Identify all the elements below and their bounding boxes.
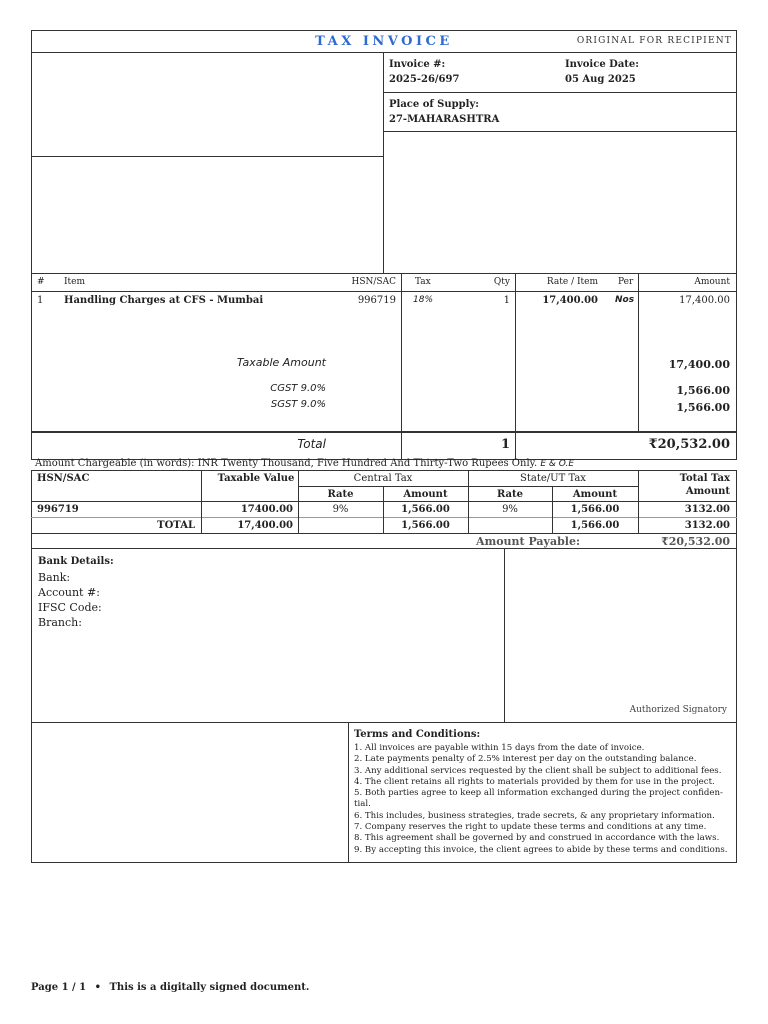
authorized-signatory: Authorized Signatory — [629, 705, 727, 715]
tax-header-taxable: Taxable Value — [217, 473, 295, 484]
tax-header-total: Total Tax — [679, 473, 730, 484]
item-row-num: 1 — [37, 295, 44, 306]
copy-label: ORIGINAL FOR RECIPIENT — [576, 36, 732, 46]
tax-header-state: State/UT Tax — [520, 473, 586, 484]
item-row-hsn: 996719 — [357, 295, 396, 306]
invoice-date-label: Invoice Date: — [565, 59, 639, 70]
terms-item: 4. The client retains all rights to materials provided by them for use in the project. — [354, 776, 715, 787]
tax-header-s-amount: Amount — [572, 489, 618, 500]
col-header-amount: Amount — [694, 277, 730, 287]
tax-header-s-rate: Rate — [496, 489, 523, 500]
tax-header-hsn: HSN/SAC — [37, 473, 90, 484]
tax-row-c-amount: 1,566.00 — [401, 504, 450, 515]
place-of-supply: 27-MAHARASHTRA — [389, 114, 500, 125]
amount-in-words — [35, 458, 735, 469]
terms-list — [354, 743, 734, 856]
invoice-date: 05 Aug 2025 — [565, 74, 636, 85]
invoice-title: TAX INVOICE — [315, 34, 453, 49]
bank-ifsc-label: IFSC Code: — [38, 601, 102, 614]
terms-item: tial. — [354, 799, 371, 810]
tax-row-taxable: 17400.00 — [240, 504, 293, 515]
items-total-divider — [31, 431, 737, 433]
sgst-value: 1,566.00 — [676, 401, 730, 414]
item-row-qty: 1 — [503, 295, 510, 306]
terms-item: 8. This agreement shall be governed by and construed in accordance with the laws. — [354, 833, 720, 844]
tax-header-c-amount: Amount — [403, 489, 448, 500]
digital-signature-note: This is a digitally signed document. — [109, 982, 310, 993]
tax-row-hsn: 996719 — [37, 504, 79, 515]
terms-item: 9. By accepting this invoice, the client agrees to abide by these terms and conditions. — [354, 844, 728, 855]
terms-item: 6. This includes, business strategies, trade secrets, & any proprietary information. — [354, 810, 715, 821]
tax-total-total: 3132.00 — [684, 520, 730, 531]
terms-item: 7. Company reserves the right to update these terms and conditions at any time. — [354, 822, 707, 833]
page-number: Page 1 / 1 — [31, 982, 87, 993]
info-divider — [383, 52, 384, 274]
sgst-label: SGST 9.0% — [270, 399, 326, 410]
bank-account-label: Account #: — [38, 586, 100, 599]
amount-payable-label: Amount Payable: — [476, 535, 580, 548]
col-header-num: # — [37, 277, 45, 287]
tax-row-c-rate: 9% — [332, 504, 349, 515]
invoice-meta-divider — [383, 92, 737, 93]
col-header-per: Per — [618, 277, 634, 287]
col-header-hsn: HSN/SAC — [351, 277, 396, 287]
col-divider-tax — [401, 273, 402, 460]
total-qty: 1 — [500, 437, 510, 452]
bank-divider — [504, 548, 505, 723]
invoice-number-label: Invoice #: — [389, 59, 446, 70]
page-footer — [31, 982, 309, 993]
tax-header-c-rate: Rate — [327, 489, 354, 500]
terms-item: 1. All invoices are payable within 15 days from the date of invoice. — [354, 743, 645, 753]
tax-header-total-2: Amount — [685, 486, 730, 497]
bank-title: Bank Details: — [38, 556, 114, 567]
tax-total-divider — [31, 533, 737, 534]
bank-name-label: Bank: — [38, 571, 71, 584]
items-header-divider — [31, 291, 737, 292]
footer-bullet: • — [94, 982, 101, 993]
tax-total-taxable: 17,400.00 — [237, 520, 293, 531]
terms-title: Terms and Conditions: — [354, 729, 481, 740]
col-header-rate: Rate / Item — [546, 277, 598, 287]
item-row-per: Nos — [615, 295, 635, 305]
tax-total-label: TOTAL — [157, 520, 195, 531]
col-divider-amount — [638, 273, 639, 431]
info-area — [31, 52, 737, 274]
total-amount: ₹20,532.00 — [648, 437, 730, 452]
terms-item: 5. Both parties agree to keep all information exchanged during the project confiden- — [354, 788, 723, 799]
total-label: Total — [297, 437, 326, 451]
invoice-number: 2025-26/697 — [389, 74, 460, 85]
eoe-label: E & O.E — [540, 459, 575, 469]
col-header-item: Item — [64, 277, 86, 287]
tax-row-s-amount: 1,566.00 — [570, 504, 620, 515]
amount-words-text: Amount Chargeable (in words): INR Twenty Thousand, Five Hundred And Thirty-Two Rupees Only. — [35, 458, 538, 469]
tax-row-total: 3132.00 — [684, 504, 730, 515]
item-row-name: Handling Charges at CFS - Mumbai — [64, 295, 264, 306]
cgst-value: 1,566.00 — [676, 384, 730, 397]
billing-divider — [31, 156, 383, 157]
tax-header-divider — [31, 501, 737, 502]
tax-header-central: Central Tax — [353, 473, 413, 484]
place-of-supply-label: Place of Supply: — [389, 99, 479, 110]
tax-total-s-amount: 1,566.00 — [570, 520, 620, 531]
bank-branch-label: Branch: — [38, 616, 82, 629]
tax-row-s-rate: 9% — [502, 504, 518, 515]
col-header-qty: Qty — [493, 277, 510, 287]
amount-payable-value: ₹20,532.00 — [661, 535, 730, 548]
tax-total-c-amount: 1,566.00 — [401, 520, 450, 531]
item-row-amount: 17,400.00 — [679, 295, 730, 306]
taxable-amount-value: 17,400.00 — [668, 358, 730, 371]
terms-divider — [348, 722, 349, 863]
tax-col-divider-6 — [638, 470, 639, 533]
terms-item: 3. Any additional services requested by the client shall be subject to additional fees. — [354, 765, 722, 776]
item-row-tax: 18% — [413, 295, 434, 305]
col-header-tax: Tax — [415, 277, 431, 287]
bank-section — [31, 548, 737, 723]
supply-divider — [383, 131, 737, 132]
tax-row-divider — [31, 517, 737, 518]
item-row-rate: 17,400.00 — [542, 295, 598, 306]
taxable-amount-label: Taxable Amount — [236, 356, 326, 369]
col-divider-qty — [515, 273, 516, 460]
cgst-label: CGST 9.0% — [270, 383, 326, 394]
terms-item: 2. Late payments penalty of 2.5% interest per day on the outstanding balance. — [354, 754, 697, 765]
